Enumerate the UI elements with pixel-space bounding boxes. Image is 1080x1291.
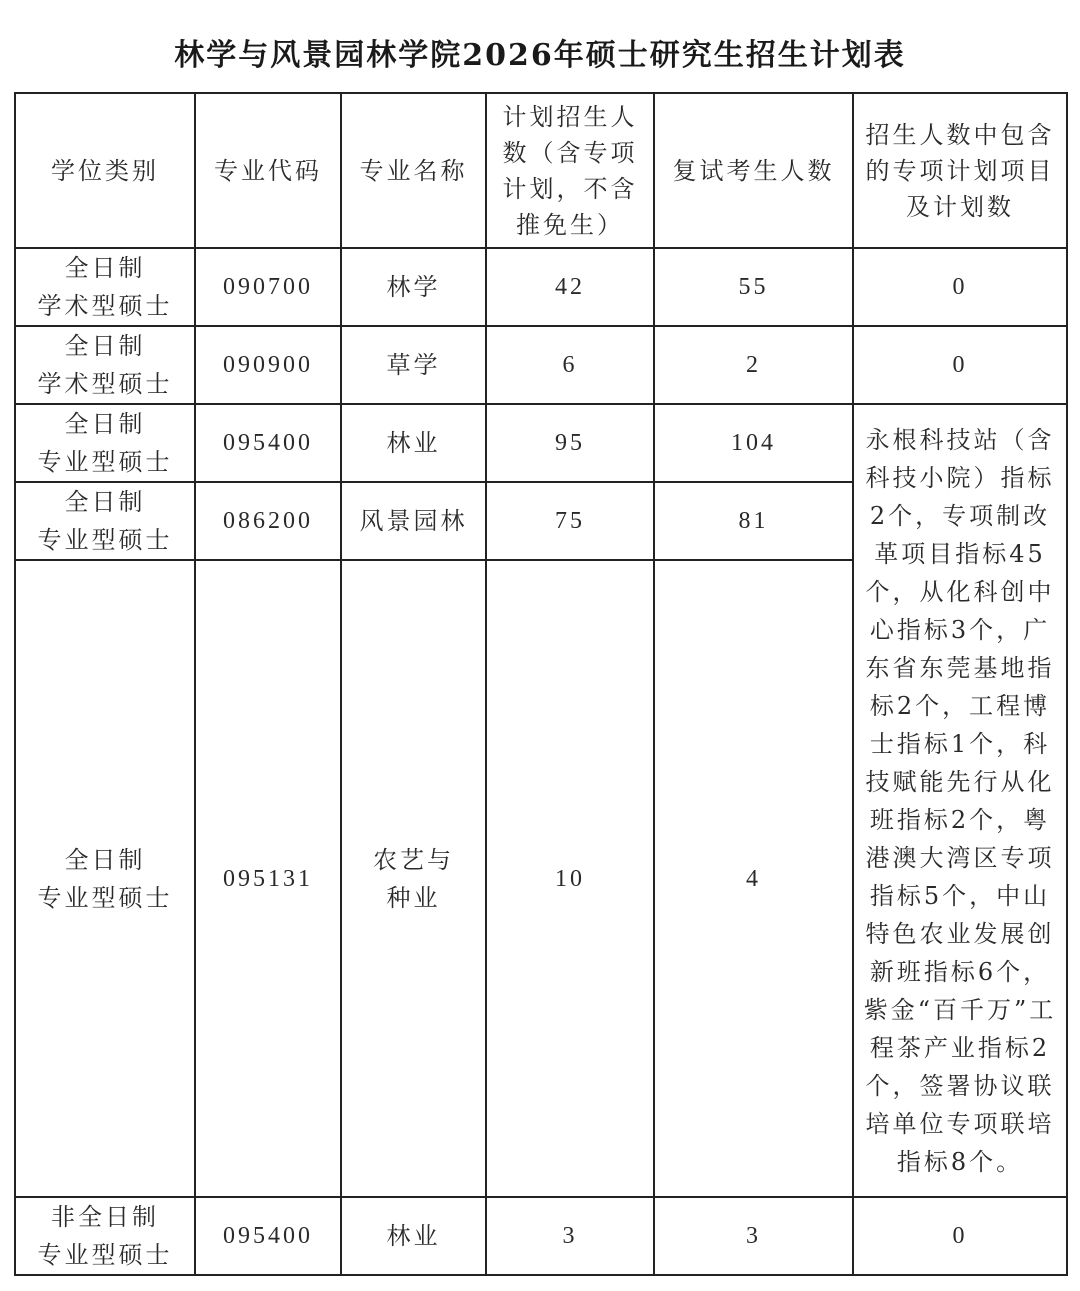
retest-count-cell: 4 xyxy=(654,560,853,1197)
degree-line-2: 专业型硕士 xyxy=(37,526,173,554)
table-row xyxy=(15,326,1067,404)
page-title: 林学与风景园林学院2026年硕士研究生招生计划表 xyxy=(174,38,906,73)
major-code-cell: 095400 xyxy=(195,1197,341,1275)
retest-count-cell: 55 xyxy=(654,248,853,326)
enrollment-plan-table xyxy=(14,92,1068,1276)
degree-type-cell xyxy=(15,326,195,404)
plan-count-cell: 42 xyxy=(486,248,654,326)
major-code-cell: 086200 xyxy=(195,482,341,560)
degree-line-2: 专业型硕士 xyxy=(37,1241,173,1269)
major-code-cell: 095131 xyxy=(195,560,341,1197)
major-name-cell: 草学 xyxy=(341,326,486,404)
degree-line-2: 学术型硕士 xyxy=(37,292,173,320)
merged-special-plan-cell: 永根科技站（含科技小院）指标2个，专项制改革项目指标45个，从化科创中心指标3个，广东省东莞基地指标2个，工程博士指标1个，科技赋能先行从化班指标2个，粤港澳大湾区专项指标5个，中山特色农业发展创新班指标6个，紫金“百千万”工程茶产业指标2个，签署协议联培单位专项联培指标8个。 xyxy=(853,404,1067,1197)
major-code-cell: 090900 xyxy=(195,326,341,404)
degree-line-2: 学术型硕士 xyxy=(37,370,173,398)
special-plan-cell: 0 xyxy=(853,1197,1067,1275)
retest-count-cell: 2 xyxy=(654,326,853,404)
major-code-cell: 090700 xyxy=(195,248,341,326)
degree-line-1: 全日制 xyxy=(64,488,146,516)
header-major-code: 专业代码 xyxy=(195,93,341,248)
header-retest-count: 复试考生人数 xyxy=(654,93,853,248)
plan-count-cell: 95 xyxy=(486,404,654,482)
degree-type-cell xyxy=(15,560,195,1197)
degree-line-2: 专业型硕士 xyxy=(37,448,173,476)
header-special-plan: 招生人数中包含的专项计划项目及计划数 xyxy=(853,93,1067,248)
plan-count-cell: 75 xyxy=(486,482,654,560)
header-degree-type: 学位类别 xyxy=(15,93,195,248)
major-name-cell: 农艺与种业 xyxy=(341,560,486,1197)
retest-count-cell: 81 xyxy=(654,482,853,560)
special-plan-cell: 0 xyxy=(853,326,1067,404)
plan-count-cell: 10 xyxy=(486,560,654,1197)
degree-line-1: 全日制 xyxy=(64,845,146,874)
degree-type-cell xyxy=(15,248,195,326)
header-major-name: 专业名称 xyxy=(341,93,486,248)
table-row xyxy=(15,248,1067,326)
major-name-cell: 林学 xyxy=(341,248,486,326)
major-name-cell: 林业 xyxy=(341,404,486,482)
retest-count-cell: 104 xyxy=(654,404,853,482)
degree-line-1: 全日制 xyxy=(64,332,146,360)
degree-type-cell xyxy=(15,482,195,560)
header-plan-count: 计划招生人数（含专项计划，不含推免生） xyxy=(486,93,654,248)
major-name-cell: 林业 xyxy=(341,1197,486,1275)
major-code-cell: 095400 xyxy=(195,404,341,482)
major-name-cell: 风景园林 xyxy=(341,482,486,560)
table-header-row xyxy=(15,93,1067,248)
special-plan-cell: 0 xyxy=(853,248,1067,326)
plan-count-cell: 3 xyxy=(486,1197,654,1275)
degree-line-2: 专业型硕士 xyxy=(37,883,173,912)
degree-line-1: 非全日制 xyxy=(51,1203,159,1231)
degree-type-cell xyxy=(15,404,195,482)
plan-count-cell: 6 xyxy=(486,326,654,404)
table-row xyxy=(15,404,1067,482)
table-row xyxy=(15,1197,1067,1275)
degree-line-1: 全日制 xyxy=(64,254,146,282)
retest-count-cell: 3 xyxy=(654,1197,853,1275)
degree-type-cell xyxy=(15,1197,195,1275)
degree-line-1: 全日制 xyxy=(64,410,146,438)
